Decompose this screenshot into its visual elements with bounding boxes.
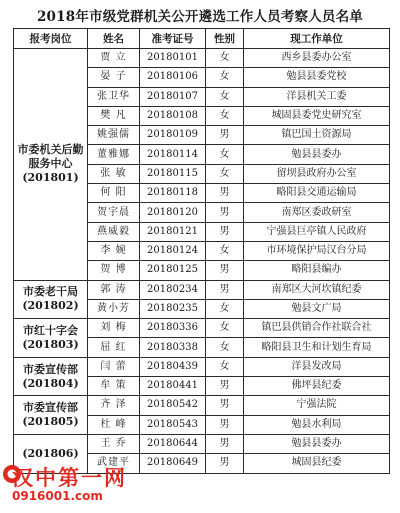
candidate-table [13,28,390,474]
gender-cell: 女 [206,145,244,164]
work-unit-cell: 市环境保护局汉台分局 [244,241,390,260]
exam-id-cell: 20180114 [140,145,206,164]
header-name: 姓名 [88,29,140,49]
work-unit-cell: 城固县纪委 [244,454,390,473]
exam-id-cell: 20180338 [140,338,206,357]
exam-id-cell: 20180115 [140,164,206,183]
exam-id-cell: 20180439 [140,357,206,376]
exam-id-cell: 20180106 [140,68,206,87]
name-cell: 齐 泽 [88,396,140,415]
gender-cell: 女 [206,357,244,376]
name-cell: 郭 涛 [88,280,140,299]
exam-id-cell: 20180120 [140,203,206,222]
exam-id-cell: 20180644 [140,434,206,453]
gender-cell: 女 [206,106,244,125]
gender-cell: 男 [206,377,244,396]
exam-id-cell: 20180542 [140,396,206,415]
name-cell: 董雅娜 [88,145,140,164]
position-code: (201805) [22,415,79,429]
table-row [14,396,390,415]
exam-id-cell: 20180543 [140,415,206,434]
work-unit-cell: 勉县县委办 [244,434,390,453]
gender-cell: 男 [206,415,244,434]
work-unit-cell: 城固县委党史研究室 [244,106,390,125]
exam-id-cell: 20180107 [140,87,206,106]
exam-id-cell: 20180121 [140,222,206,241]
work-unit-cell: 勉县水利局 [244,415,390,434]
exam-id-cell: 20180108 [140,106,206,125]
position-cell [14,357,88,396]
exam-id-cell: 20180109 [140,126,206,145]
gender-cell: 男 [206,261,244,280]
position-code: (201803) [22,337,79,351]
header-gender: 性别 [206,29,244,49]
work-unit-cell: 宁强县巨亭镇人民政府 [244,222,390,241]
position-name: 市委宣传部 [23,362,78,376]
position-code: (201804) [22,376,79,390]
name-cell: 晏 子 [88,68,140,87]
name-cell: 李 婉 [88,241,140,260]
gender-cell: 男 [206,396,244,415]
table-row [14,49,390,68]
name-cell: 姚强儒 [88,126,140,145]
exam-id-cell: 20180118 [140,184,206,203]
exam-id-cell: 20180124 [140,241,206,260]
gender-cell: 女 [206,68,244,87]
position-cell [14,49,88,281]
name-cell: 樊 凡 [88,106,140,125]
gender-cell: 男 [206,203,244,222]
name-cell: 屈 红 [88,338,140,357]
position-cell [14,396,88,435]
name-cell: 何 阳 [88,184,140,203]
work-unit-cell: 略阳县交通运输局 [244,184,390,203]
exam-id-cell: 20180649 [140,454,206,473]
watermark [2,462,152,510]
gender-cell: 女 [206,241,244,260]
name-cell: 武建平 [88,454,140,473]
exam-id-cell: 20180336 [140,319,206,338]
name-cell: 闫 蕾 [88,357,140,376]
table-row [14,319,390,338]
table-header-row [14,29,390,49]
table-row [14,434,390,453]
work-unit-cell: 镇巴县供销合作社联合社 [244,319,390,338]
name-cell: 王 乔 [88,434,140,453]
header-work-unit: 现工作单位 [244,29,390,49]
table-row [14,357,390,376]
table-row [14,280,390,299]
position-code: (201802) [22,299,79,313]
work-unit-cell: 略阳县卫生和计划生育局 [244,338,390,357]
position-code: (201806) [22,446,79,460]
table-body [14,49,390,474]
page-title: 2018年市级党群机关公开遴选工作人员考察人员名单 [36,9,364,25]
gender-cell: 男 [206,184,244,203]
name-cell: 杜 峰 [88,415,140,434]
watermark-text: 汉中第一网 [12,466,127,490]
work-unit-cell: 略阳县编办 [244,261,390,280]
gender-cell: 男 [206,280,244,299]
position-cell [14,280,88,319]
name-cell: 燕威毅 [88,222,140,241]
exam-id-cell: 20180125 [140,261,206,280]
position-name: 市委老干局 [23,285,78,299]
work-unit-cell: 勉县文广局 [244,299,390,318]
gender-cell: 女 [206,319,244,338]
exam-id-cell: 20180234 [140,280,206,299]
header-exam-id: 准考证号 [140,29,206,49]
work-unit-cell: 佛坪县纪委 [244,377,390,396]
gender-cell: 男 [206,222,244,241]
name-cell: 张 敏 [88,164,140,183]
gender-cell: 女 [206,87,244,106]
position-code: (201801) [22,171,79,185]
work-unit-cell: 西乡县委办公室 [244,49,390,68]
gender-cell: 女 [206,49,244,68]
position-name: 市红十字会 [23,323,78,337]
name-cell: 牟 策 [88,377,140,396]
name-cell: 黄小芳 [88,299,140,318]
gender-cell: 女 [206,299,244,318]
work-unit-cell: 洋县发改局 [244,357,390,376]
gender-cell: 男 [206,126,244,145]
gender-cell: 男 [206,454,244,473]
exam-id-cell: 20180101 [140,49,206,68]
exam-id-cell: 20180235 [140,299,206,318]
work-unit-cell: 宁强法院 [244,396,390,415]
position-name: 市委宣传部 [23,401,78,415]
exam-id-cell: 20180441 [140,377,206,396]
work-unit-cell: 镇巴国土资源局 [244,126,390,145]
header-position: 报考岗位 [14,29,88,49]
gender-cell: 女 [206,338,244,357]
work-unit-cell: 留坝县政府办公室 [244,164,390,183]
work-unit-cell: 南郑区大河坎镇纪委 [244,280,390,299]
name-cell: 贾 立 [88,49,140,68]
position-cell [14,319,88,358]
position-name: 市委机关后勤服务中心 [17,143,84,171]
name-cell: 张卫华 [88,87,140,106]
work-unit-cell: 洋县机关工委 [244,87,390,106]
work-unit-cell: 勉县县委办 [244,145,390,164]
gender-cell: 男 [206,434,244,453]
work-unit-cell: 勉县县委党校 [244,68,390,87]
name-cell: 贺 博 [88,261,140,280]
gender-cell: 女 [206,164,244,183]
name-cell: 贺宇晨 [88,203,140,222]
work-unit-cell: 南郑区委政研室 [244,203,390,222]
name-cell: 刘 梅 [88,319,140,338]
watermark-url: 0916001.com [12,489,103,503]
